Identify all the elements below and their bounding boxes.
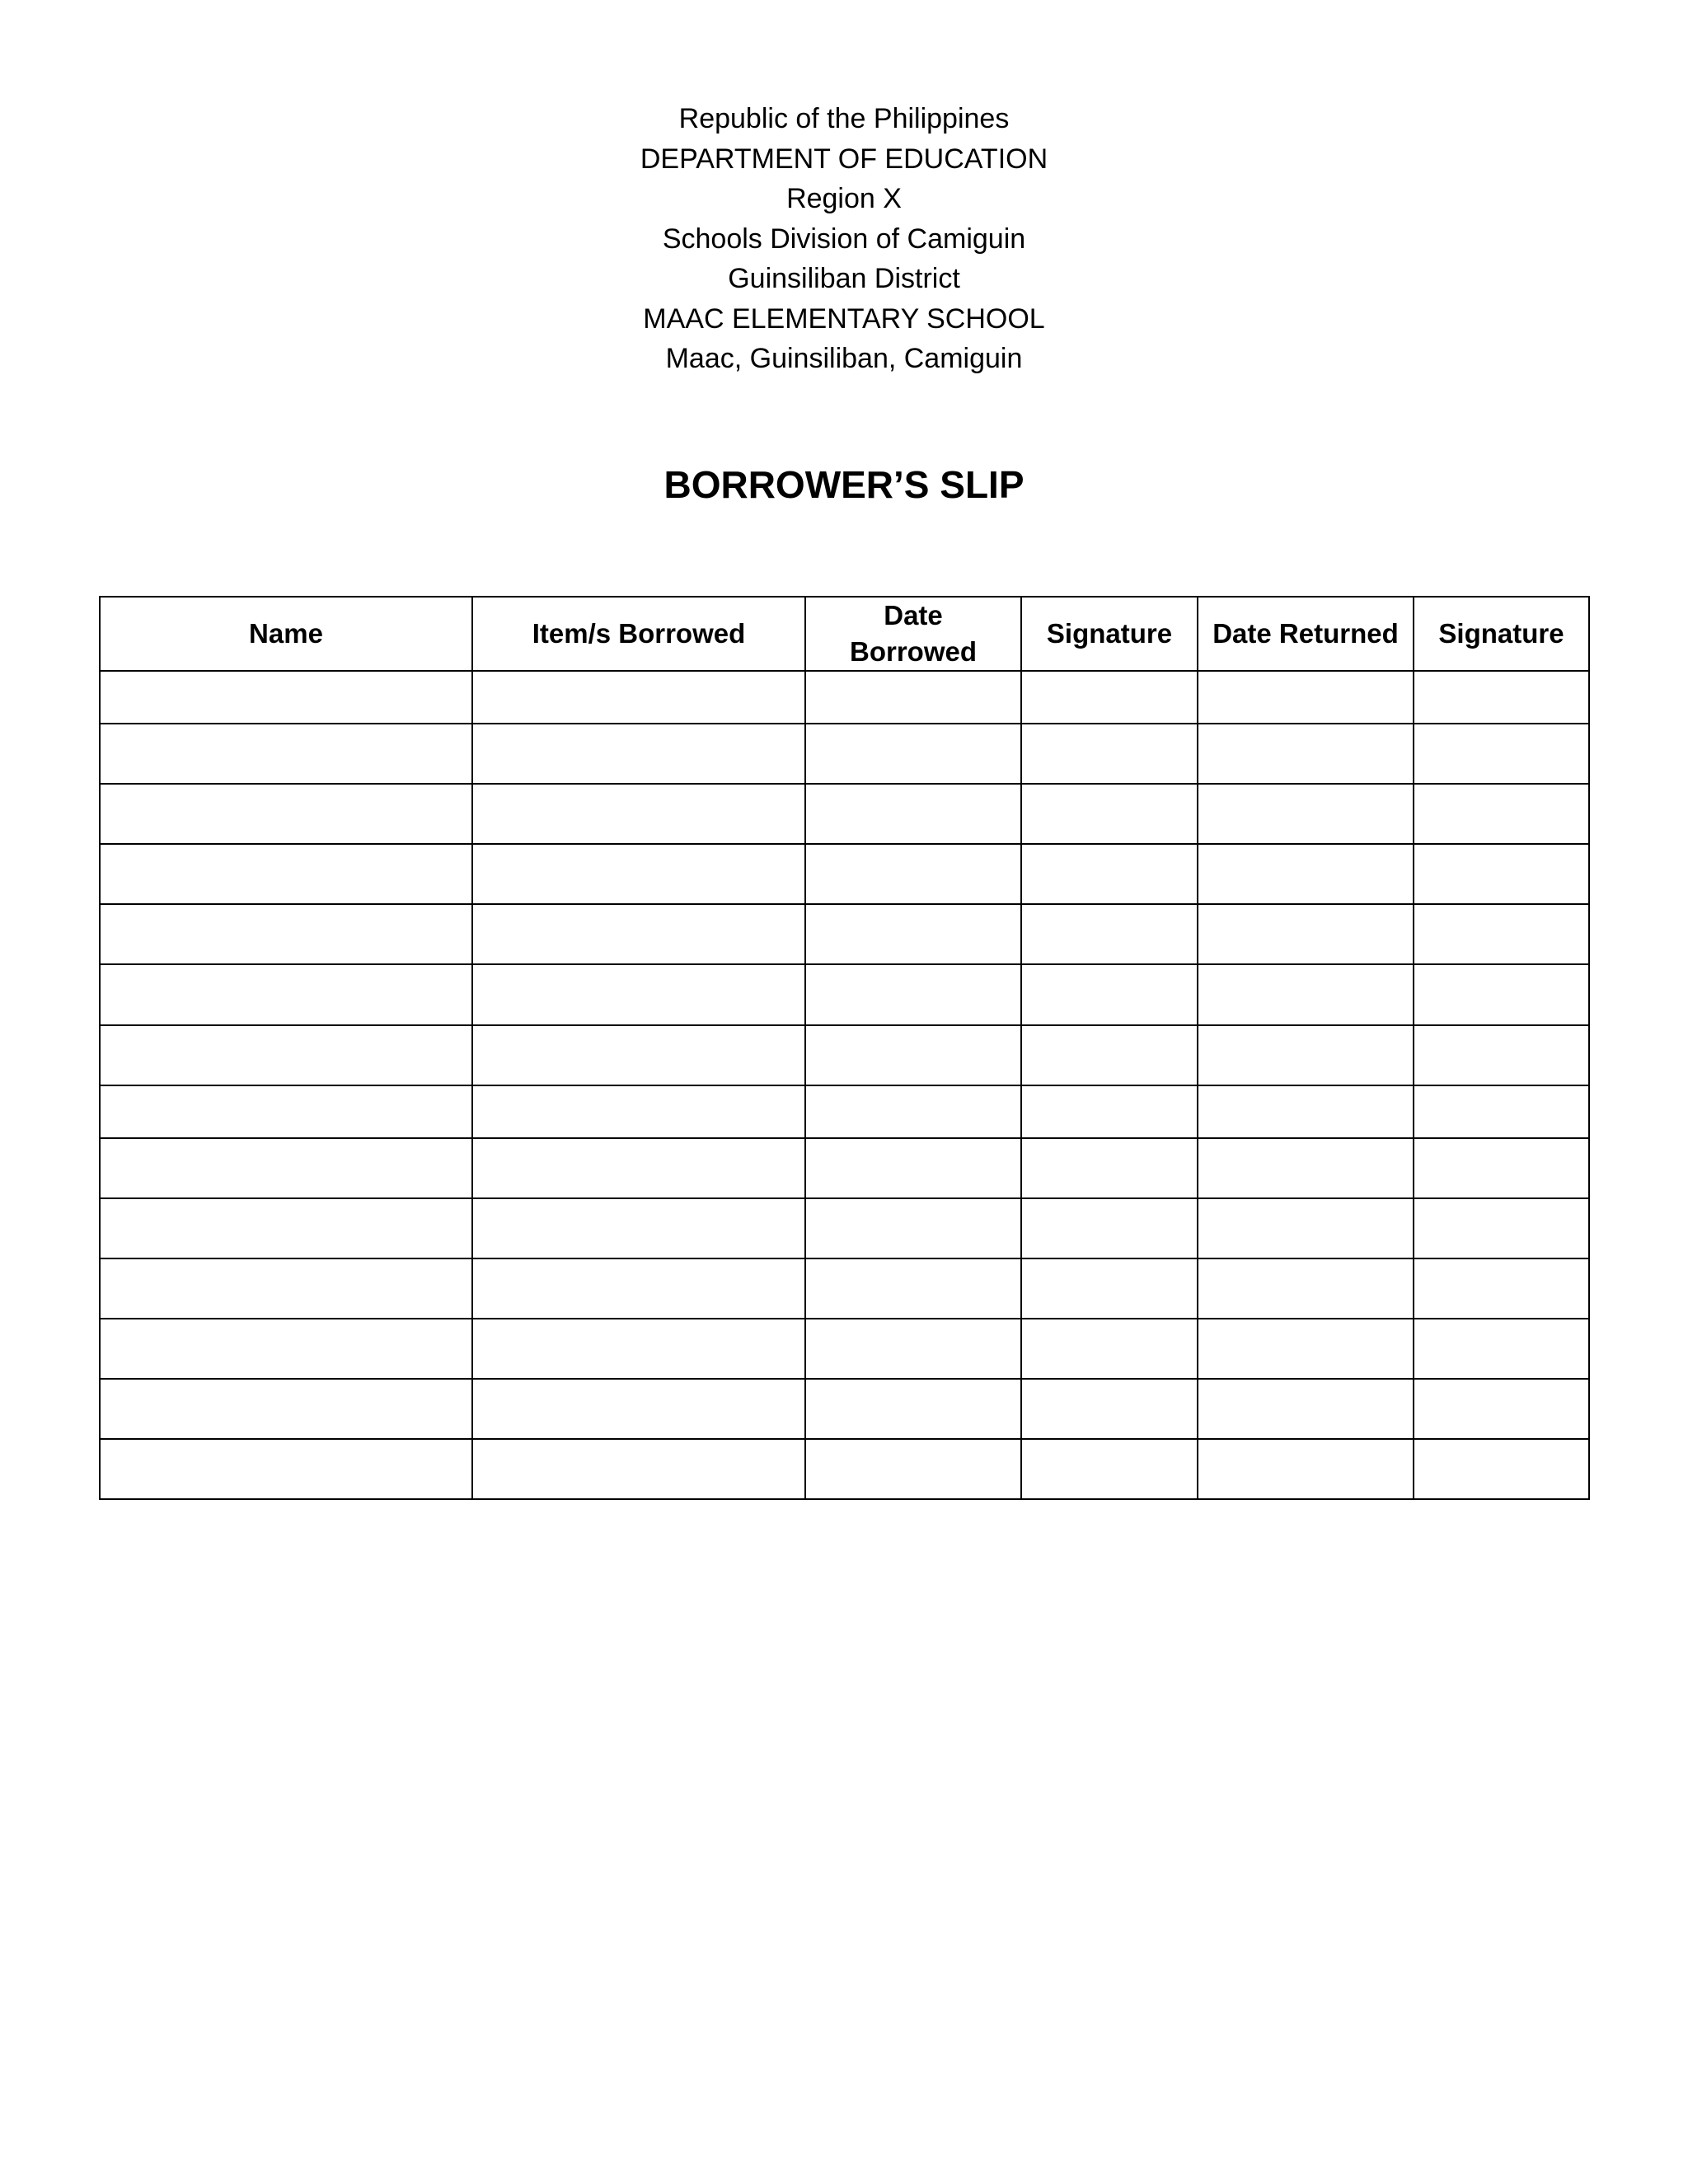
column-header-date-returned: Date Returned: [1198, 597, 1414, 671]
table-row: [100, 784, 1589, 844]
cell-name[interactable]: [100, 1439, 472, 1499]
cell-signature-returned[interactable]: [1414, 904, 1589, 964]
cell-date-returned[interactable]: [1198, 784, 1414, 844]
cell-date-returned[interactable]: [1198, 1198, 1414, 1258]
cell-signature-returned[interactable]: [1414, 1138, 1589, 1198]
cell-signature-returned[interactable]: [1414, 1258, 1589, 1319]
cell-date-returned[interactable]: [1198, 671, 1414, 724]
cell-date-returned[interactable]: [1198, 724, 1414, 784]
cell-date-borrowed[interactable]: [805, 724, 1021, 784]
cell-signature-borrowed[interactable]: [1021, 904, 1198, 964]
cell-items-borrowed[interactable]: [472, 784, 805, 844]
cell-date-borrowed[interactable]: [805, 1258, 1021, 1319]
table-row: [100, 964, 1589, 1025]
cell-items-borrowed[interactable]: [472, 1085, 805, 1138]
cell-date-borrowed[interactable]: [805, 1379, 1021, 1439]
table-row: [100, 844, 1589, 904]
cell-items-borrowed[interactable]: [472, 724, 805, 784]
table-header-row: [100, 597, 1589, 671]
cell-date-borrowed[interactable]: [805, 1025, 1021, 1085]
cell-signature-returned[interactable]: [1414, 784, 1589, 844]
cell-name[interactable]: [100, 1198, 472, 1258]
cell-signature-returned[interactable]: [1414, 844, 1589, 904]
borrowers-table: [99, 596, 1590, 1500]
cell-signature-borrowed[interactable]: [1021, 784, 1198, 844]
cell-date-returned[interactable]: [1198, 1085, 1414, 1138]
column-header-signature-borrowed: Signature: [1021, 597, 1198, 671]
cell-items-borrowed[interactable]: [472, 1319, 805, 1379]
cell-date-borrowed[interactable]: [805, 844, 1021, 904]
header-district: Guinsiliban District: [728, 263, 960, 294]
cell-date-borrowed[interactable]: [805, 671, 1021, 724]
table-row: [100, 1379, 1589, 1439]
cell-date-borrowed[interactable]: [805, 1085, 1021, 1138]
cell-date-returned[interactable]: [1198, 844, 1414, 904]
cell-name[interactable]: [100, 1138, 472, 1198]
header-department: DEPARTMENT OF EDUCATION: [640, 143, 1048, 175]
cell-name[interactable]: [100, 844, 472, 904]
column-header-date-borrowed-line1: Date: [884, 600, 943, 630]
cell-signature-returned[interactable]: [1414, 964, 1589, 1025]
cell-date-returned[interactable]: [1198, 1319, 1414, 1379]
cell-name[interactable]: [100, 671, 472, 724]
cell-items-borrowed[interactable]: [472, 964, 805, 1025]
cell-items-borrowed[interactable]: [472, 1025, 805, 1085]
cell-items-borrowed[interactable]: [472, 844, 805, 904]
table-row: [100, 1258, 1589, 1319]
cell-date-returned[interactable]: [1198, 1439, 1414, 1499]
cell-signature-returned[interactable]: [1414, 1439, 1589, 1499]
cell-signature-borrowed[interactable]: [1021, 1379, 1198, 1439]
cell-signature-borrowed[interactable]: [1021, 724, 1198, 784]
cell-date-borrowed[interactable]: [805, 964, 1021, 1025]
cell-name[interactable]: [100, 964, 472, 1025]
cell-date-returned[interactable]: [1198, 964, 1414, 1025]
table-row: [100, 904, 1589, 964]
cell-date-returned[interactable]: [1198, 904, 1414, 964]
cell-date-returned[interactable]: [1198, 1379, 1414, 1439]
cell-date-borrowed[interactable]: [805, 1138, 1021, 1198]
cell-date-borrowed[interactable]: [805, 1319, 1021, 1379]
cell-items-borrowed[interactable]: [472, 904, 805, 964]
cell-name[interactable]: [100, 1025, 472, 1085]
header-region: Region X: [786, 183, 902, 214]
cell-signature-borrowed[interactable]: [1021, 1138, 1198, 1198]
cell-name[interactable]: [100, 1085, 472, 1138]
table-row: [100, 1439, 1589, 1499]
cell-signature-borrowed[interactable]: [1021, 1319, 1198, 1379]
cell-signature-borrowed[interactable]: [1021, 1198, 1198, 1258]
table-body: [100, 671, 1589, 1499]
cell-signature-returned[interactable]: [1414, 1198, 1589, 1258]
table-row: [100, 1319, 1589, 1379]
cell-date-returned[interactable]: [1198, 1025, 1414, 1085]
column-header-date-borrowed: [805, 597, 1021, 671]
cell-date-returned[interactable]: [1198, 1138, 1414, 1198]
cell-date-borrowed[interactable]: [805, 904, 1021, 964]
cell-items-borrowed[interactable]: [472, 1379, 805, 1439]
table-row: [100, 724, 1589, 784]
column-header-signature-returned: Signature: [1414, 597, 1589, 671]
cell-signature-borrowed[interactable]: [1021, 1258, 1198, 1319]
cell-date-borrowed[interactable]: [805, 1439, 1021, 1499]
cell-name[interactable]: [100, 784, 472, 844]
column-header-name: Name: [100, 597, 472, 671]
table-row: [100, 1085, 1589, 1138]
cell-signature-borrowed[interactable]: [1021, 671, 1198, 724]
cell-items-borrowed[interactable]: [472, 671, 805, 724]
page-title: BORROWER’S SLIP: [663, 463, 1025, 506]
cell-signature-returned[interactable]: [1414, 1085, 1589, 1138]
cell-signature-borrowed[interactable]: [1021, 964, 1198, 1025]
cell-items-borrowed[interactable]: [472, 1138, 805, 1198]
header-school: MAAC ELEMENTARY SCHOOL: [643, 302, 1045, 335]
cell-items-borrowed[interactable]: [472, 1258, 805, 1319]
cell-signature-returned[interactable]: [1414, 1025, 1589, 1085]
cell-signature-returned[interactable]: [1414, 1379, 1589, 1439]
table-row: [100, 1025, 1589, 1085]
cell-name[interactable]: [100, 1258, 472, 1319]
cell-signature-borrowed[interactable]: [1021, 1025, 1198, 1085]
letterhead: [0, 99, 1688, 379]
header-country: Republic of the Philippines: [678, 103, 1010, 134]
header-address: Maac, Guinsiliban, Camiguin: [665, 343, 1023, 374]
table-row: [100, 671, 1589, 724]
cell-signature-borrowed[interactable]: [1021, 1439, 1198, 1499]
cell-signature-returned[interactable]: [1414, 1319, 1589, 1379]
cell-name[interactable]: [100, 1319, 472, 1379]
header-division: Schools Division of Camiguin: [662, 223, 1026, 255]
table-row: [100, 1138, 1589, 1198]
column-header-items-borrowed: Item/s Borrowed: [472, 597, 805, 671]
cell-date-returned[interactable]: [1198, 1258, 1414, 1319]
cell-date-borrowed[interactable]: [805, 1198, 1021, 1258]
cell-date-borrowed[interactable]: [805, 784, 1021, 844]
cell-signature-returned[interactable]: [1414, 671, 1589, 724]
cell-items-borrowed[interactable]: [472, 1198, 805, 1258]
cell-name[interactable]: [100, 1379, 472, 1439]
cell-name[interactable]: [100, 904, 472, 964]
cell-signature-borrowed[interactable]: [1021, 1085, 1198, 1138]
cell-signature-borrowed[interactable]: [1021, 844, 1198, 904]
cell-signature-returned[interactable]: [1414, 724, 1589, 784]
cell-name[interactable]: [100, 724, 472, 784]
cell-items-borrowed[interactable]: [472, 1439, 805, 1499]
column-header-date-borrowed-line2: Borrowed: [849, 636, 977, 667]
table-row: [100, 1198, 1589, 1258]
